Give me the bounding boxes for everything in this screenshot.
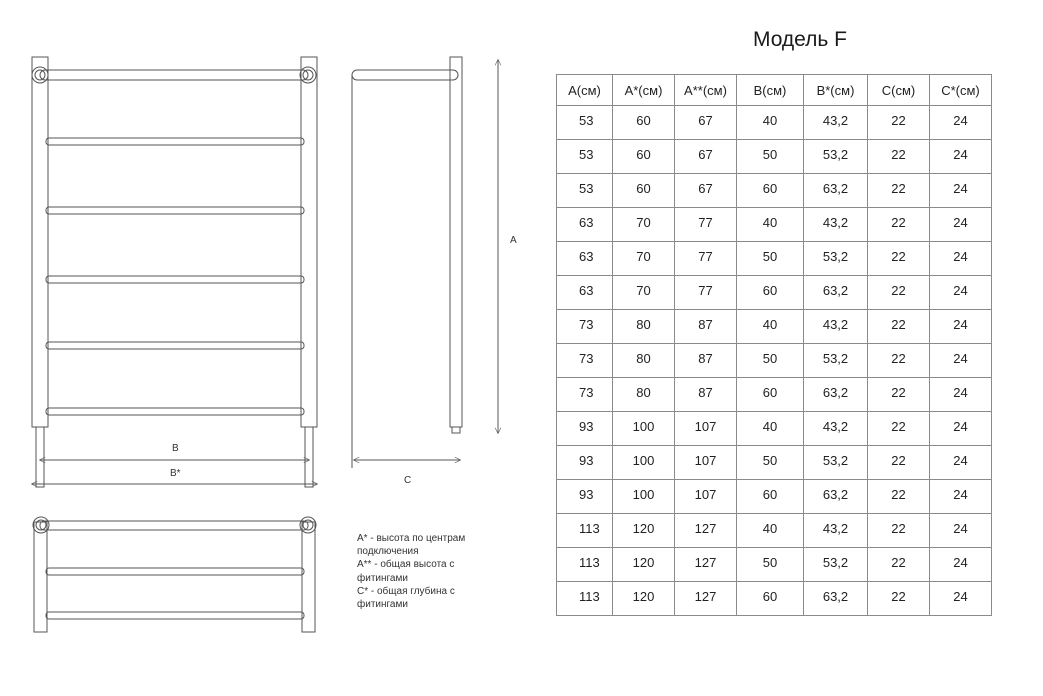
table-cell: 43,2: [804, 208, 868, 242]
table-row: [557, 514, 992, 548]
table-cell: 63: [557, 242, 613, 276]
rung-2: [46, 207, 304, 214]
table-cell: 50: [737, 242, 804, 276]
table-row: [557, 310, 992, 344]
table-cell: 50: [737, 140, 804, 174]
table-cell: 53,2: [804, 344, 868, 378]
table-cell: 67: [675, 140, 737, 174]
side-fitting: [452, 427, 460, 433]
table-cell: 63,2: [804, 378, 868, 412]
table-cell: 60: [613, 174, 675, 208]
table-cell: 77: [675, 242, 737, 276]
table-cell: 100: [613, 412, 675, 446]
table-cell: 100: [613, 480, 675, 514]
table-cell: 63,2: [804, 174, 868, 208]
table-cell: 40: [737, 514, 804, 548]
table-cell: 24: [930, 582, 992, 616]
table-cell: 40: [737, 310, 804, 344]
legend-line: подключения: [357, 546, 419, 558]
c-label: C: [404, 475, 412, 486]
table-cell: 24: [930, 378, 992, 412]
legend-line: A* - высота по центрам: [357, 533, 466, 544]
table-cell: 120: [613, 514, 675, 548]
table-cell: 24: [930, 276, 992, 310]
left-riser: [32, 57, 48, 427]
legend-line: A** - общая высота с: [357, 559, 455, 571]
table-cell: 60: [737, 582, 804, 616]
table-cell: 53: [557, 174, 613, 208]
table-cell: 22: [868, 174, 930, 208]
table-cell: 60: [737, 276, 804, 310]
table-cell: 70: [613, 276, 675, 310]
legend-line: фитингами: [357, 572, 408, 584]
table-cell: 127: [675, 582, 737, 616]
table-cell: 93: [557, 412, 613, 446]
table-row: [557, 242, 992, 276]
table-cell: 24: [930, 446, 992, 480]
table-cell: 22: [868, 446, 930, 480]
table-cell: 22: [868, 344, 930, 378]
col-b: B(см): [737, 75, 804, 106]
table-header-row: [557, 75, 992, 106]
a-label: A: [510, 235, 517, 246]
col-b-star: B*(см): [804, 75, 868, 106]
front-view: [32, 57, 317, 487]
table-cell: 60: [737, 378, 804, 412]
table-cell: 77: [675, 276, 737, 310]
side-riser: [450, 57, 462, 427]
table-cell: 24: [930, 310, 992, 344]
table-cell: 24: [930, 548, 992, 582]
table-cell: 63: [557, 208, 613, 242]
col-a-double-star: A**(см): [675, 75, 737, 106]
table-cell: 63: [557, 276, 613, 310]
col-a-star: A*(см): [613, 75, 675, 106]
table-row: [557, 140, 992, 174]
table-cell: 24: [930, 174, 992, 208]
table-cell: 60: [613, 140, 675, 174]
table-cell: 127: [675, 514, 737, 548]
legend-line: C* - общая глубина с: [357, 585, 455, 597]
table-cell: 70: [613, 208, 675, 242]
col-c-star: C*(см): [930, 75, 992, 106]
table-cell: 24: [930, 208, 992, 242]
table-cell: 24: [930, 344, 992, 378]
table-row: [557, 208, 992, 242]
table-cell: 87: [675, 310, 737, 344]
table-row: [557, 412, 992, 446]
table-cell: 22: [868, 582, 930, 616]
table-cell: 120: [613, 582, 675, 616]
table-cell: 107: [675, 480, 737, 514]
table-cell: 22: [868, 514, 930, 548]
b-star-label: B*: [170, 468, 181, 479]
table-cell: 53: [557, 106, 613, 140]
table-cell: 43,2: [804, 106, 868, 140]
side-view: [352, 57, 498, 468]
top-view-rail-1: [40, 521, 308, 530]
col-a: A(см): [557, 75, 613, 106]
table-cell: 22: [868, 310, 930, 344]
table-cell: 22: [868, 208, 930, 242]
table-cell: 22: [868, 412, 930, 446]
top-view-rail-2: [46, 568, 304, 575]
table-cell: 53,2: [804, 548, 868, 582]
table-cell: 113: [557, 582, 613, 616]
table-cell: 22: [868, 106, 930, 140]
table-cell: 40: [737, 208, 804, 242]
table-cell: 60: [737, 480, 804, 514]
top-rail: [40, 70, 308, 80]
table-cell: 60: [613, 106, 675, 140]
table-cell: 80: [613, 344, 675, 378]
table-cell: 67: [675, 174, 737, 208]
right-fitting: [305, 427, 313, 487]
table-cell: 77: [675, 208, 737, 242]
table-cell: 43,2: [804, 412, 868, 446]
table-cell: 24: [930, 242, 992, 276]
col-c: C(см): [868, 75, 930, 106]
table-cell: 63,2: [804, 276, 868, 310]
table-cell: 50: [737, 344, 804, 378]
table-cell: 127: [675, 548, 737, 582]
rung-5: [46, 408, 304, 415]
table-cell: 40: [737, 412, 804, 446]
table-cell: 53,2: [804, 242, 868, 276]
table-cell: 80: [613, 310, 675, 344]
table-row: [557, 174, 992, 208]
table-cell: 43,2: [804, 514, 868, 548]
table-cell: 87: [675, 344, 737, 378]
top-view: [33, 517, 316, 632]
table-row: [557, 548, 992, 582]
table-cell: 24: [930, 140, 992, 174]
table-cell: 24: [930, 480, 992, 514]
top-view-left-riser: [34, 522, 47, 632]
table-cell: 63,2: [804, 582, 868, 616]
table-cell: 22: [868, 480, 930, 514]
table-cell: 63,2: [804, 480, 868, 514]
table-cell: 73: [557, 378, 613, 412]
table-row: [557, 344, 992, 378]
table-cell: 24: [930, 514, 992, 548]
table-cell: 107: [675, 446, 737, 480]
table-cell: 22: [868, 378, 930, 412]
spec-table: [556, 74, 992, 616]
b-label: B: [172, 443, 179, 454]
legend: [357, 532, 497, 611]
table-row: [557, 480, 992, 514]
table-cell: 24: [930, 412, 992, 446]
table-cell: 53,2: [804, 140, 868, 174]
side-top-rail: [352, 70, 458, 80]
rung-3: [46, 276, 304, 283]
table-cell: 24: [930, 106, 992, 140]
table-cell: 22: [868, 242, 930, 276]
table-cell: 93: [557, 446, 613, 480]
table-cell: 87: [675, 378, 737, 412]
table-cell: 80: [613, 378, 675, 412]
table-row: [557, 446, 992, 480]
rung-4: [46, 342, 304, 349]
table-cell: 50: [737, 548, 804, 582]
table-row: [557, 106, 992, 140]
rung-1: [46, 138, 304, 145]
table-cell: 73: [557, 344, 613, 378]
top-view-rail-3: [46, 612, 304, 619]
page-title: Модель F: [752, 28, 848, 51]
table-row: [557, 378, 992, 412]
table-row: [557, 582, 992, 616]
table-cell: 53,2: [804, 446, 868, 480]
table-cell: 22: [868, 276, 930, 310]
table-cell: 67: [675, 106, 737, 140]
table-cell: 60: [737, 174, 804, 208]
table-cell: 93: [557, 480, 613, 514]
table-cell: 120: [613, 548, 675, 582]
table-cell: 73: [557, 310, 613, 344]
table-cell: 70: [613, 242, 675, 276]
table-cell: 40: [737, 106, 804, 140]
legend-line: фитингами: [357, 599, 408, 611]
table-cell: 100: [613, 446, 675, 480]
table-cell: 22: [868, 548, 930, 582]
table-row: [557, 276, 992, 310]
table-cell: 113: [557, 548, 613, 582]
table-cell: 107: [675, 412, 737, 446]
table-cell: 43,2: [804, 310, 868, 344]
table-cell: 22: [868, 140, 930, 174]
table-cell: 113: [557, 514, 613, 548]
table-cell: 50: [737, 446, 804, 480]
table-cell: 53: [557, 140, 613, 174]
right-riser: [301, 57, 317, 427]
left-fitting: [36, 427, 44, 487]
